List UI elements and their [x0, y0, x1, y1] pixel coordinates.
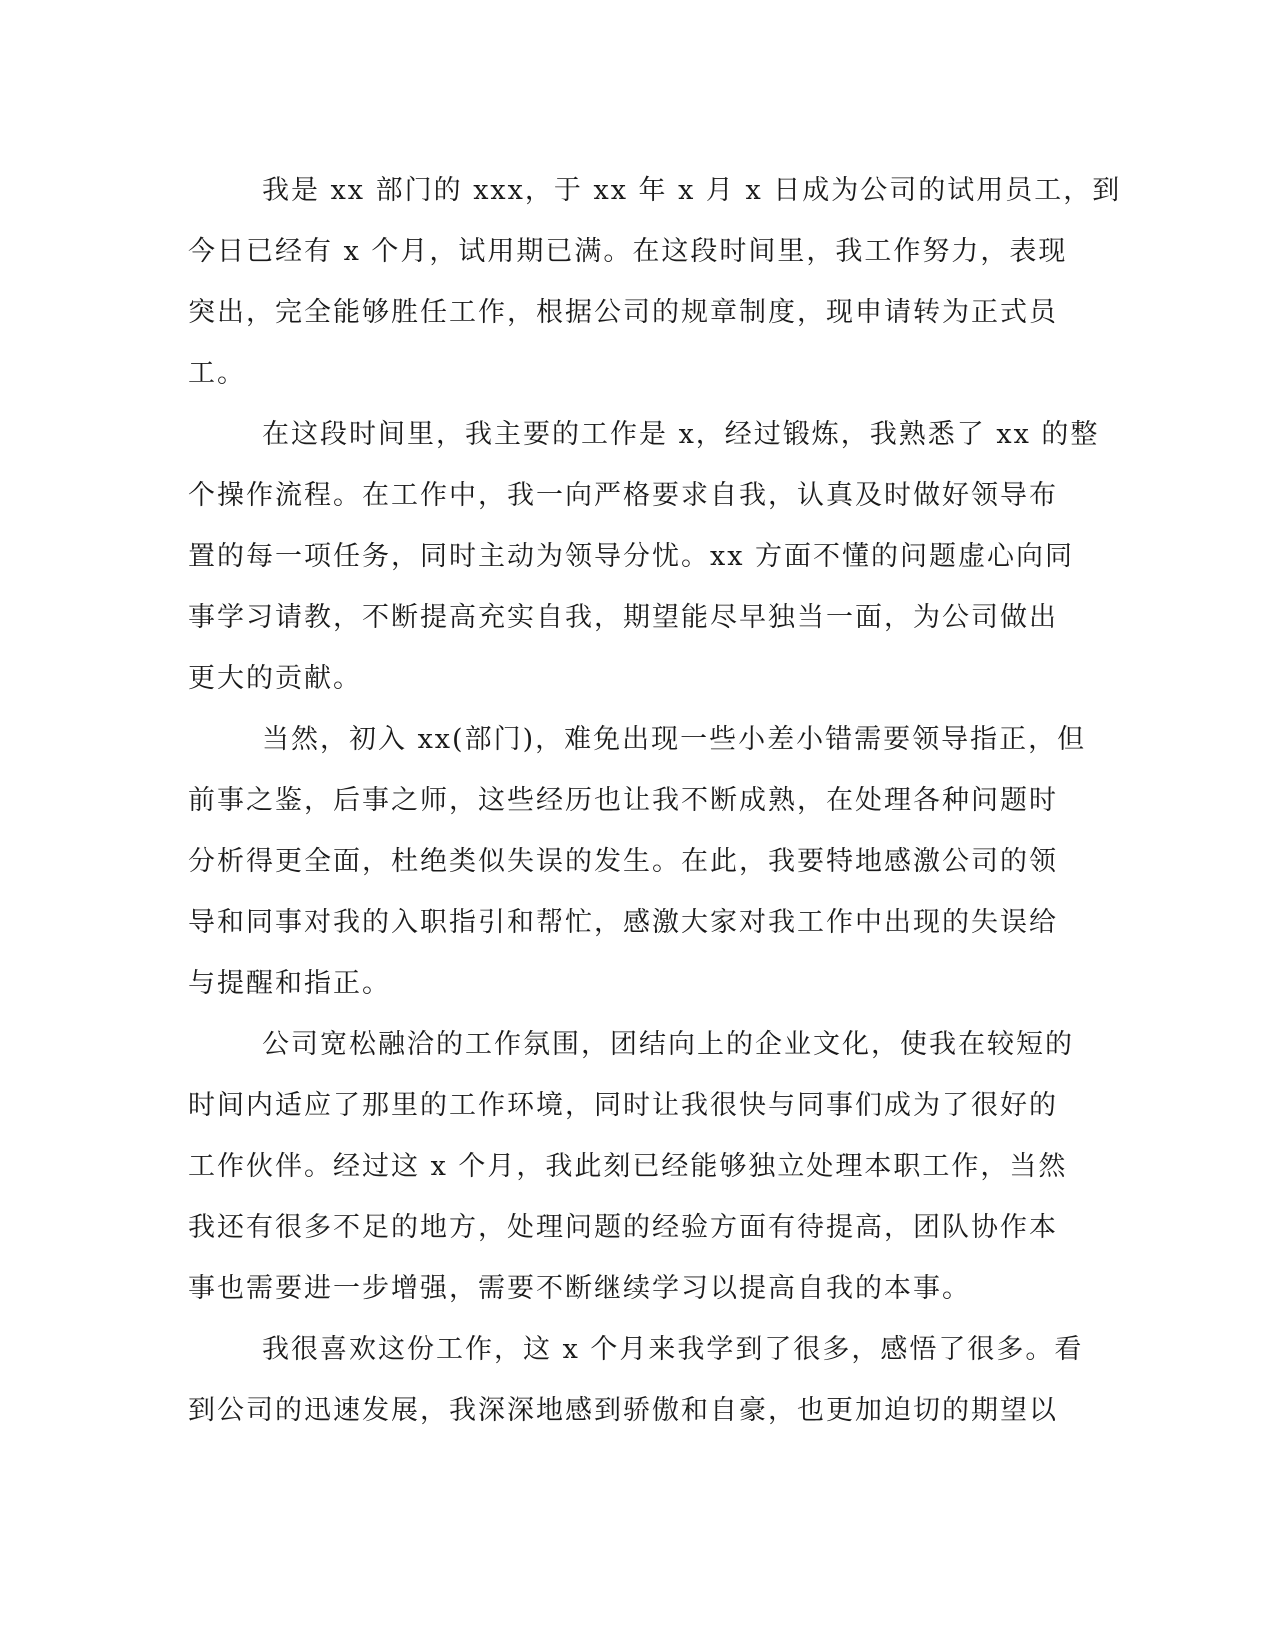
text-line: 工。: [188, 358, 246, 389]
text-line: 我是 xx 部门的 xxx，于 xx 年 x 月 x 日成为公司的试用员工，到: [262, 175, 1122, 206]
text-line: 个操作流程。在工作中，我一向严格要求自我，认真及时做好领导布: [188, 480, 1058, 511]
text-line: 当然，初入 xx(部门)，难免出现一些小差小错需要领导指正，但: [262, 724, 1087, 755]
text-line: 事学习请教，不断提高充实自我，期望能尽早独当一面，为公司做出: [188, 602, 1058, 633]
text-line: 我很喜欢这份工作，这 x 个月来我学到了很多，感悟了很多。看: [262, 1334, 1084, 1365]
document-body: [188, 160, 1122, 1441]
text-line: 今日已经有 x 个月，试用期已满。在这段时间里，我工作努力，表现: [188, 236, 1068, 267]
text-line: 更大的贡献。: [188, 663, 362, 694]
paragraph: [188, 160, 1122, 404]
text-line: 到公司的迅速发展，我深深地感到骄傲和自豪，也更加迫切的期望以: [188, 1395, 1058, 1426]
text-line: 事也需要进一步增强，需要不断继续学习以提高自我的本事。: [188, 1273, 971, 1304]
paragraph: [188, 709, 1087, 1014]
paragraph: [188, 1319, 1084, 1441]
text-line: 突出，完全能够胜任工作，根据公司的规章制度，现申请转为正式员: [188, 297, 1058, 328]
text-line: 我还有很多不足的地方，处理问题的经验方面有待提高，团队协作本: [188, 1212, 1058, 1243]
paragraph: [188, 404, 1100, 709]
paragraph: [188, 1014, 1078, 1319]
text-line: 在这段时间里，我主要的工作是 x，经过锻炼，我熟悉了 xx 的整: [262, 419, 1100, 450]
text-line: 与提醒和指正。: [188, 968, 391, 999]
text-line: 置的每一项任务，同时主动为领导分忧。xx 方面不懂的问题虚心向同: [188, 541, 1075, 572]
text-line: 分析得更全面，杜绝类似失误的发生。在此，我要特地感激公司的领: [188, 846, 1058, 877]
text-line: 前事之鉴，后事之师，这些经历也让我不断成熟，在处理各种问题时: [188, 785, 1058, 816]
text-line: 导和同事对我的入职指引和帮忙，感激大家对我工作中出现的失误给: [188, 907, 1058, 938]
text-line: 公司宽松融洽的工作氛围，团结向上的企业文化，使我在较短的: [262, 1029, 1074, 1060]
text-line: 时间内适应了那里的工作环境，同时让我很快与同事们成为了很好的: [188, 1090, 1058, 1121]
text-line: 工作伙伴。经过这 x 个月，我此刻已经能够独立处理本职工作，当然: [188, 1151, 1068, 1182]
